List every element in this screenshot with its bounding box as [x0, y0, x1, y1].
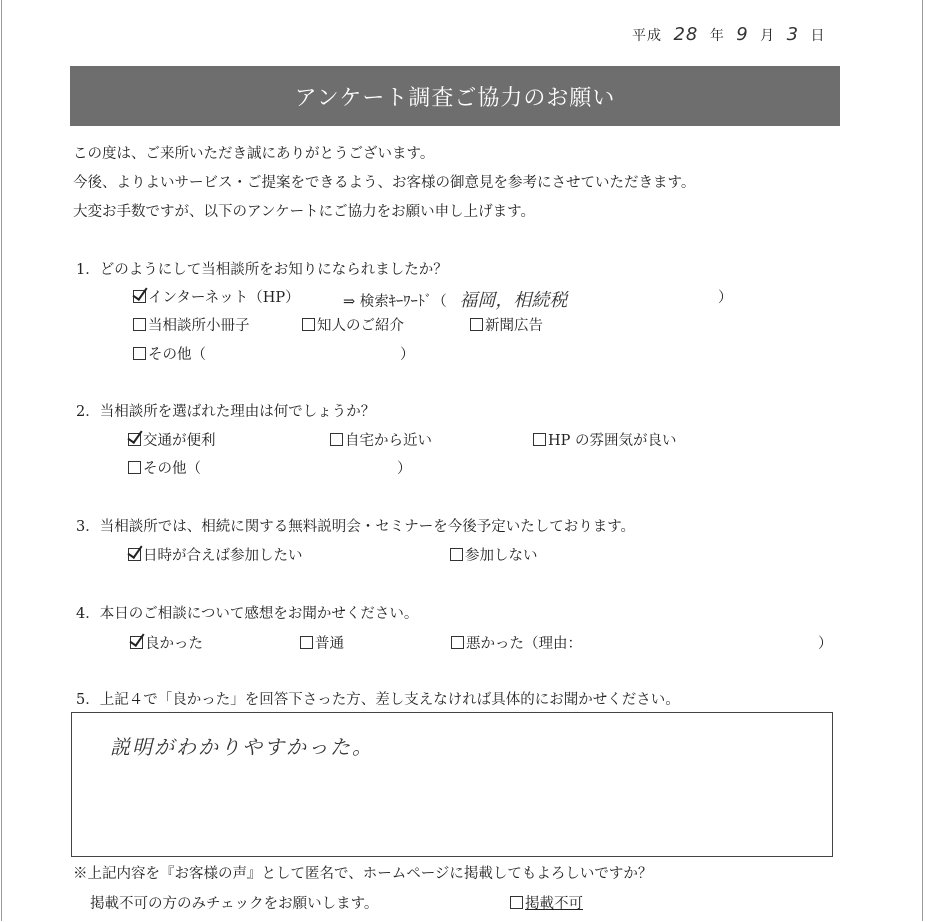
q1-keyword-answer[interactable]: 福岡，相続税: [459, 290, 568, 311]
q3-option-attend[interactable]: 日時が合えば参加したい: [128, 544, 303, 565]
checkbox[interactable]: [130, 636, 143, 649]
q1-option-other[interactable]: その他（: [133, 343, 206, 364]
checkbox[interactable]: [128, 461, 141, 474]
q2-option-other[interactable]: その他（: [128, 457, 201, 478]
checkbox[interactable]: [133, 290, 146, 303]
q1-option-booklet[interactable]: 当相談所小冊子: [133, 314, 250, 335]
intro-line-2: 今後、よりよいサービス・ご提案をできるよう、お客様の御意見を参考にさせていただきます。: [73, 175, 696, 191]
footer-note: ※上記内容を『お客様の声』として匿名で、ホームページに掲載してもよろしいですか？: [73, 866, 653, 882]
year-value: 28: [673, 24, 699, 45]
checkbox[interactable]: [533, 433, 546, 446]
intro-line-1: この度は、ご来所いただき誠にありがとうございます。: [73, 146, 435, 162]
day-unit: 日: [810, 28, 826, 44]
q4-option-average[interactable]: 普通: [300, 632, 344, 653]
q2-other-close: ）: [397, 461, 412, 477]
year-unit: 年: [709, 28, 725, 44]
q2-option-near-home[interactable]: 自宅から近い: [330, 429, 432, 450]
q4-option-good[interactable]: 良かった: [130, 632, 203, 653]
q2-option-transport[interactable]: 交通が便利: [128, 429, 216, 450]
checkbox[interactable]: [300, 636, 313, 649]
checkbox[interactable]: [128, 433, 141, 446]
q1-option-referral[interactable]: 知人のご紹介: [302, 314, 404, 335]
day-value: 3: [786, 24, 800, 45]
checkbox[interactable]: [470, 318, 483, 331]
checkbox[interactable]: [510, 896, 523, 909]
footer-instruction: 掲載不可の方のみチェックをお願いします。: [90, 896, 379, 912]
q1-option-newspaper[interactable]: 新聞広告: [470, 314, 543, 335]
q2-option-hp-atmosphere[interactable]: HP の雰囲気が良い: [533, 429, 677, 450]
q1-keyword: ⇒ 検索ｷｰﾜｰﾄﾞ（ 福岡，相続税: [343, 290, 568, 311]
checkbox[interactable]: [133, 318, 146, 331]
q3-question: 3．当相談所では、相続に関する無料説明会・セミナーを今後予定いたしております。: [76, 519, 636, 535]
title-banner: [70, 66, 840, 126]
month-value: 9: [736, 24, 749, 45]
checkbox[interactable]: [330, 433, 343, 446]
date-line: [632, 24, 826, 45]
intro-line-3: 大変お手数ですが、以下のアンケートにご協力をお願い申し上げます。: [73, 204, 535, 220]
q3-option-not-attend[interactable]: 参加しない: [450, 544, 538, 565]
q5-answer-box[interactable]: [71, 712, 833, 857]
q1-other-close: ）: [400, 347, 415, 363]
no-publish-option[interactable]: 掲載不可: [510, 892, 583, 913]
q4-bad-close: ）: [818, 636, 833, 652]
checkbox[interactable]: [128, 548, 141, 561]
q1-keyword-close: ）: [718, 290, 733, 306]
q1-question: 1．どのようにして当相談所をお知りになられましたか？: [76, 262, 448, 278]
checkbox[interactable]: [133, 347, 146, 360]
q5-question: 5．上記４で「良かった」を回答下さった方、差し支えなければ具体的にお聞かせください。: [76, 692, 680, 708]
q5-answer-text: 説明がわかりやすかった。: [110, 735, 374, 759]
q4-option-bad[interactable]: 悪かった（理由：: [451, 632, 582, 653]
checkbox[interactable]: [450, 548, 463, 561]
checkbox[interactable]: [451, 636, 464, 649]
month-unit: 月: [760, 28, 776, 44]
q2-question: 2．当相談所を選ばれた理由は何でしょうか？: [76, 404, 376, 420]
page-title: アンケート調査ご協力のお願い: [294, 86, 616, 111]
q1-option-internet[interactable]: インターネット（HP）: [133, 286, 300, 307]
q4-question: 4．本日のご相談について感想をお聞かせください。: [76, 606, 419, 622]
era: 平成: [632, 28, 662, 44]
checkbox[interactable]: [302, 318, 315, 331]
